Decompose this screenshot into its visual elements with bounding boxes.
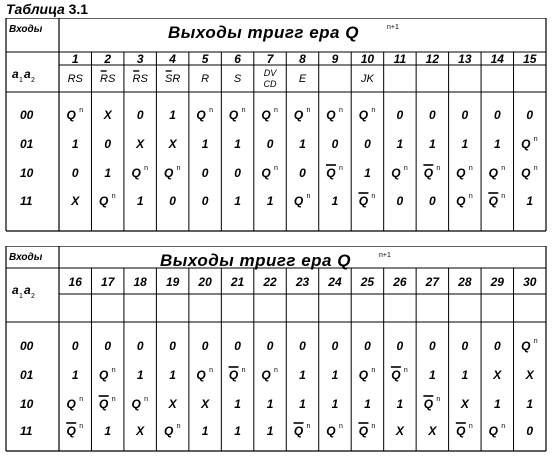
cell-value: 0 xyxy=(364,137,371,151)
cell-value: 0 xyxy=(136,108,144,122)
q-bar-n-value xyxy=(456,423,473,438)
q-letter: Q xyxy=(163,424,174,438)
q-n-value xyxy=(294,193,311,208)
cell-value: 0 xyxy=(104,339,112,353)
cell-value: 0 xyxy=(71,166,79,180)
cell-value: 1 xyxy=(299,137,306,151)
trigger-type: DV xyxy=(263,68,277,78)
q-n-value xyxy=(294,107,311,122)
outputs-title-superscript: n+1 xyxy=(379,252,391,259)
cell-value: 1 xyxy=(429,368,436,382)
q-n-value xyxy=(359,367,376,382)
cell-value: 0 xyxy=(461,339,469,353)
q-letter: Q xyxy=(293,194,304,208)
cell-value: 0 xyxy=(364,339,371,353)
n-superscript: n xyxy=(501,165,506,172)
n-superscript: n xyxy=(533,136,538,143)
column-number: 30 xyxy=(523,275,537,289)
inputs-label: Входы xyxy=(9,24,43,35)
n-superscript: n xyxy=(111,367,116,374)
n-superscript: n xyxy=(79,107,84,114)
q-bar-n-value xyxy=(423,165,440,180)
q-letter: Q xyxy=(131,166,141,180)
n-superscript: n xyxy=(338,423,343,430)
n-superscript: n xyxy=(403,367,408,374)
trigger-type: R xyxy=(201,73,210,85)
row-label: 01 xyxy=(20,137,34,151)
row-label: 11 xyxy=(20,424,33,438)
cell-value: 1 xyxy=(201,137,209,151)
cell-value: 1 xyxy=(266,194,274,208)
q-n-value xyxy=(131,165,148,180)
q-letter: Q xyxy=(488,194,498,208)
subscript-1: 1 xyxy=(19,293,23,300)
cell-value: 1 xyxy=(71,137,79,151)
n-superscript: n xyxy=(468,165,473,172)
q-bar-n-value xyxy=(358,193,375,208)
cell-value: 1 xyxy=(136,194,144,208)
q-letter: Q xyxy=(521,166,531,180)
cell-value: 0 xyxy=(331,339,339,353)
cell-value: 1 xyxy=(526,397,534,411)
n-superscript: n xyxy=(468,423,473,430)
cell-value: X xyxy=(428,424,437,438)
n-superscript: n xyxy=(144,396,149,403)
column-number: 1 xyxy=(71,52,79,66)
column-number: 12 xyxy=(425,52,440,66)
q-bar-n-value xyxy=(294,423,311,438)
cell-value: 1 xyxy=(234,137,241,151)
q-letter: Q xyxy=(228,368,239,382)
row-label: 11 xyxy=(20,194,33,208)
cell-value: 0 xyxy=(299,339,306,353)
cell-value: X xyxy=(71,194,80,208)
n-superscript: n xyxy=(79,423,84,430)
table-2 xyxy=(0,246,553,458)
n-superscript: n xyxy=(306,107,311,114)
column-number: 29 xyxy=(490,275,504,289)
column-number: 17 xyxy=(101,275,115,289)
n-superscript: n xyxy=(468,193,473,200)
n-superscript: n xyxy=(371,193,376,200)
n-superscript: n xyxy=(241,367,246,374)
cell-value: X xyxy=(493,368,502,382)
cell-value: 1 xyxy=(201,424,209,438)
column-number: 19 xyxy=(165,275,180,289)
q-n-value xyxy=(261,367,278,382)
q-bar-n-value xyxy=(488,193,505,208)
cell-value: 1 xyxy=(364,166,371,180)
q-letter: Q xyxy=(423,397,434,411)
a-letter: a xyxy=(24,67,31,81)
cell-value: 1 xyxy=(234,194,241,208)
cell-value: 1 xyxy=(396,397,404,411)
outputs-title: Выходы тригг ера Q xyxy=(168,23,359,42)
n-superscript: n xyxy=(176,423,181,430)
q-letter: Q xyxy=(196,108,206,122)
q-n-value xyxy=(196,107,213,122)
cell-value: 1 xyxy=(234,397,241,411)
q-letter: Q xyxy=(99,368,109,382)
n-superscript: n xyxy=(111,193,116,200)
cell-value: 0 xyxy=(266,339,274,353)
row-label: 00 xyxy=(20,339,34,353)
q-n-value xyxy=(164,165,181,180)
n-superscript: n xyxy=(371,367,376,374)
q-letter: Q xyxy=(99,397,109,411)
q-letter: Q xyxy=(326,424,336,438)
column-number: 23 xyxy=(295,275,310,289)
n-superscript: n xyxy=(209,107,214,114)
cell-value: 1 xyxy=(104,166,112,180)
cell-value: 1 xyxy=(169,108,176,122)
q-letter: Q xyxy=(391,166,401,180)
n-superscript: n xyxy=(274,367,278,374)
q-n-value xyxy=(326,423,343,438)
cell-value: 1 xyxy=(299,397,306,411)
cell-value: 0 xyxy=(71,339,79,353)
cell-value: 0 xyxy=(396,339,404,353)
cell-value: X xyxy=(168,137,177,151)
cell-value: 1 xyxy=(299,368,306,382)
q-n-value xyxy=(456,193,473,208)
cell-value: X xyxy=(460,397,469,411)
cell-value: 1 xyxy=(234,424,241,438)
n-superscript: n xyxy=(533,338,538,345)
column-number: 3 xyxy=(136,52,144,66)
n-superscript: n xyxy=(241,107,246,114)
q-letter: Q xyxy=(293,424,304,438)
n-superscript: n xyxy=(306,423,311,430)
a1-a2-label xyxy=(12,67,35,84)
column-number: 9 xyxy=(331,52,339,66)
column-number: 13 xyxy=(458,52,472,66)
column-number: 28 xyxy=(458,275,472,289)
a-letter: a xyxy=(12,283,19,297)
cell-value: 1 xyxy=(526,194,534,208)
column-number: 7 xyxy=(266,52,274,66)
q-letter: Q xyxy=(66,424,76,438)
caption-prefix: Таблица xyxy=(6,1,65,17)
outputs-title-superscript: n+1 xyxy=(387,24,399,31)
column-number: 2 xyxy=(104,52,112,66)
cell-value: 1 xyxy=(331,194,339,208)
q-letter: Q xyxy=(521,339,531,353)
q-letter: Q xyxy=(358,368,369,382)
n-superscript: n xyxy=(533,165,538,172)
row-label: 10 xyxy=(20,397,34,411)
trigger-type: E xyxy=(298,73,307,85)
cell-value: 1 xyxy=(364,397,371,411)
q-letter: Q xyxy=(488,424,498,438)
n-superscript: n xyxy=(501,193,506,200)
cell-value: 1 xyxy=(331,368,339,382)
n-superscript: n xyxy=(274,165,278,172)
cell-value: 0 xyxy=(493,339,501,353)
cell-value: 0 xyxy=(526,424,534,438)
cell-value: 0 xyxy=(104,137,112,151)
q-letter: Q xyxy=(391,368,401,382)
cell-value: 1 xyxy=(461,137,469,151)
n-superscript: n xyxy=(501,423,506,430)
caption-number: 3.1 xyxy=(68,1,89,17)
column-number: 22 xyxy=(263,275,277,289)
cell-value: 1 xyxy=(461,368,469,382)
outputs-title: Выходы тригг ера Q xyxy=(160,251,351,270)
q-n-value xyxy=(521,136,538,151)
q-n-value xyxy=(326,107,343,122)
column-number: 5 xyxy=(201,52,209,66)
q-letter: Q xyxy=(456,166,466,180)
q-n-value xyxy=(67,396,84,411)
q-bar-n-value xyxy=(66,423,83,438)
column-number: 6 xyxy=(234,52,241,66)
q-letter: Q xyxy=(358,424,369,438)
q-letter: Q xyxy=(293,108,304,122)
cell-value: 1 xyxy=(104,424,112,438)
q-letter: Q xyxy=(456,424,466,438)
trigger-type: SR xyxy=(164,73,181,85)
trigger-type: CD xyxy=(263,79,277,89)
q-n-value xyxy=(229,107,246,122)
a1-a2-label xyxy=(12,283,35,300)
q-letter: Q xyxy=(66,397,76,411)
cell-value: 0 xyxy=(234,339,241,353)
q-n-value xyxy=(521,338,538,353)
cell-value: 0 xyxy=(201,166,209,180)
q-letter: Q xyxy=(196,368,206,382)
n-superscript: n xyxy=(371,423,376,430)
cell-value: 0 xyxy=(526,108,534,122)
a-letter: a xyxy=(12,67,19,81)
q-letter: Q xyxy=(261,368,271,382)
q-bar-n-value xyxy=(99,396,116,411)
cell-value: 1 xyxy=(136,368,144,382)
column-number: 18 xyxy=(133,275,147,289)
n-superscript: n xyxy=(176,165,181,172)
q-letter: Q xyxy=(163,166,174,180)
q-letter: Q xyxy=(131,397,141,411)
q-n-value xyxy=(99,193,116,208)
q-n-value xyxy=(261,165,278,180)
column-number: 26 xyxy=(393,275,407,289)
column-number: 21 xyxy=(230,275,245,289)
subscript-2: 2 xyxy=(31,77,35,84)
column-number: 15 xyxy=(523,52,537,66)
column-number: 4 xyxy=(169,52,176,66)
n-superscript: n xyxy=(338,165,343,172)
q-letter: Q xyxy=(261,166,271,180)
q-letter: Q xyxy=(228,108,239,122)
table-caption xyxy=(6,1,88,17)
n-superscript: n xyxy=(274,107,278,114)
cell-value: 0 xyxy=(331,137,339,151)
cell-value: X xyxy=(201,397,210,411)
cell-value: 0 xyxy=(429,194,436,208)
q-n-value xyxy=(489,165,506,180)
q-letter: Q xyxy=(261,108,271,122)
cell-value: X xyxy=(103,108,112,122)
column-number: 10 xyxy=(360,52,375,66)
cell-value: 0 xyxy=(396,108,404,122)
q-bar-n-value xyxy=(423,396,440,411)
q-n-value xyxy=(521,165,538,180)
column-number: 16 xyxy=(68,275,82,289)
cell-value: 0 xyxy=(266,137,274,151)
q-n-value xyxy=(489,423,506,438)
column-number: 14 xyxy=(490,52,504,66)
q-letter: Q xyxy=(423,166,434,180)
n-superscript: n xyxy=(436,396,441,403)
column-number: 27 xyxy=(425,275,440,289)
table-1 xyxy=(0,18,553,238)
n-superscript: n xyxy=(79,396,84,403)
trigger-type: RS xyxy=(100,73,116,85)
column-number: 11 xyxy=(393,52,407,66)
q-n-value xyxy=(391,165,408,180)
column-number: 25 xyxy=(360,275,375,289)
n-superscript: n xyxy=(403,165,408,172)
row-label: 01 xyxy=(20,368,34,382)
q-letter: Q xyxy=(456,194,466,208)
cell-value: 0 xyxy=(396,194,404,208)
n-superscript: n xyxy=(371,107,376,114)
cell-value: 0 xyxy=(234,166,241,180)
cell-value: 0 xyxy=(299,166,306,180)
cell-value: 1 xyxy=(429,137,436,151)
cell-value: 0 xyxy=(493,108,501,122)
q-letter: Q xyxy=(326,166,336,180)
q-letter: Q xyxy=(99,194,109,208)
cell-value: X xyxy=(525,368,534,382)
cell-value: 0 xyxy=(461,108,469,122)
q-n-value xyxy=(164,423,181,438)
n-superscript: n xyxy=(436,165,441,172)
column-number: 8 xyxy=(299,52,306,66)
q-letter: Q xyxy=(66,108,76,122)
q-letter: Q xyxy=(358,108,369,122)
cell-value: 1 xyxy=(266,424,274,438)
n-superscript: n xyxy=(209,367,214,374)
cell-value: 1 xyxy=(396,137,404,151)
inputs-label: Входы xyxy=(9,252,43,263)
q-n-value xyxy=(261,107,278,122)
q-bar-n-value xyxy=(326,165,343,180)
trigger-type: JK xyxy=(361,73,374,85)
q-n-value xyxy=(99,367,116,382)
subscript-1: 1 xyxy=(19,77,23,84)
cell-value: X xyxy=(168,397,177,411)
cell-value: 1 xyxy=(493,397,501,411)
cell-value: 1 xyxy=(71,368,79,382)
cell-value: 1 xyxy=(331,397,339,411)
q-letter: Q xyxy=(326,108,336,122)
cell-value: X xyxy=(136,424,145,438)
cell-value: 0 xyxy=(429,339,436,353)
cell-value: 0 xyxy=(429,108,436,122)
n-superscript: n xyxy=(111,396,116,403)
cell-value: 1 xyxy=(493,137,501,151)
row-label: 00 xyxy=(20,108,34,122)
trigger-type: RS xyxy=(67,73,83,85)
n-superscript: n xyxy=(144,165,149,172)
q-n-value xyxy=(359,107,376,122)
cell-value: 0 xyxy=(169,339,176,353)
q-n-value xyxy=(67,107,84,122)
n-superscript: n xyxy=(306,193,311,200)
row-label: 10 xyxy=(20,166,34,180)
q-bar-n-value xyxy=(358,423,375,438)
n-superscript: n xyxy=(338,107,343,114)
column-number: 20 xyxy=(198,275,212,289)
cell-value: 0 xyxy=(201,339,209,353)
cell-value: X xyxy=(395,424,404,438)
q-letter: Q xyxy=(358,194,369,208)
q-bar-n-value xyxy=(229,367,246,382)
q-letter: Q xyxy=(521,137,531,151)
cell-value: X xyxy=(136,137,145,151)
cell-value: 1 xyxy=(266,397,274,411)
q-bar-n-value xyxy=(391,367,408,382)
column-number: 24 xyxy=(328,275,342,289)
cell-value: 1 xyxy=(169,368,176,382)
q-n-value xyxy=(131,396,148,411)
cell-value: 0 xyxy=(201,194,209,208)
q-n-value xyxy=(196,367,213,382)
trigger-type: S xyxy=(233,73,242,85)
trigger-type: RS xyxy=(132,73,148,85)
q-n-value xyxy=(456,165,473,180)
subscript-2: 2 xyxy=(31,293,35,300)
a-letter: a xyxy=(24,283,31,297)
q-letter: Q xyxy=(488,166,498,180)
cell-value: 0 xyxy=(169,194,176,208)
cell-value: 0 xyxy=(136,339,144,353)
